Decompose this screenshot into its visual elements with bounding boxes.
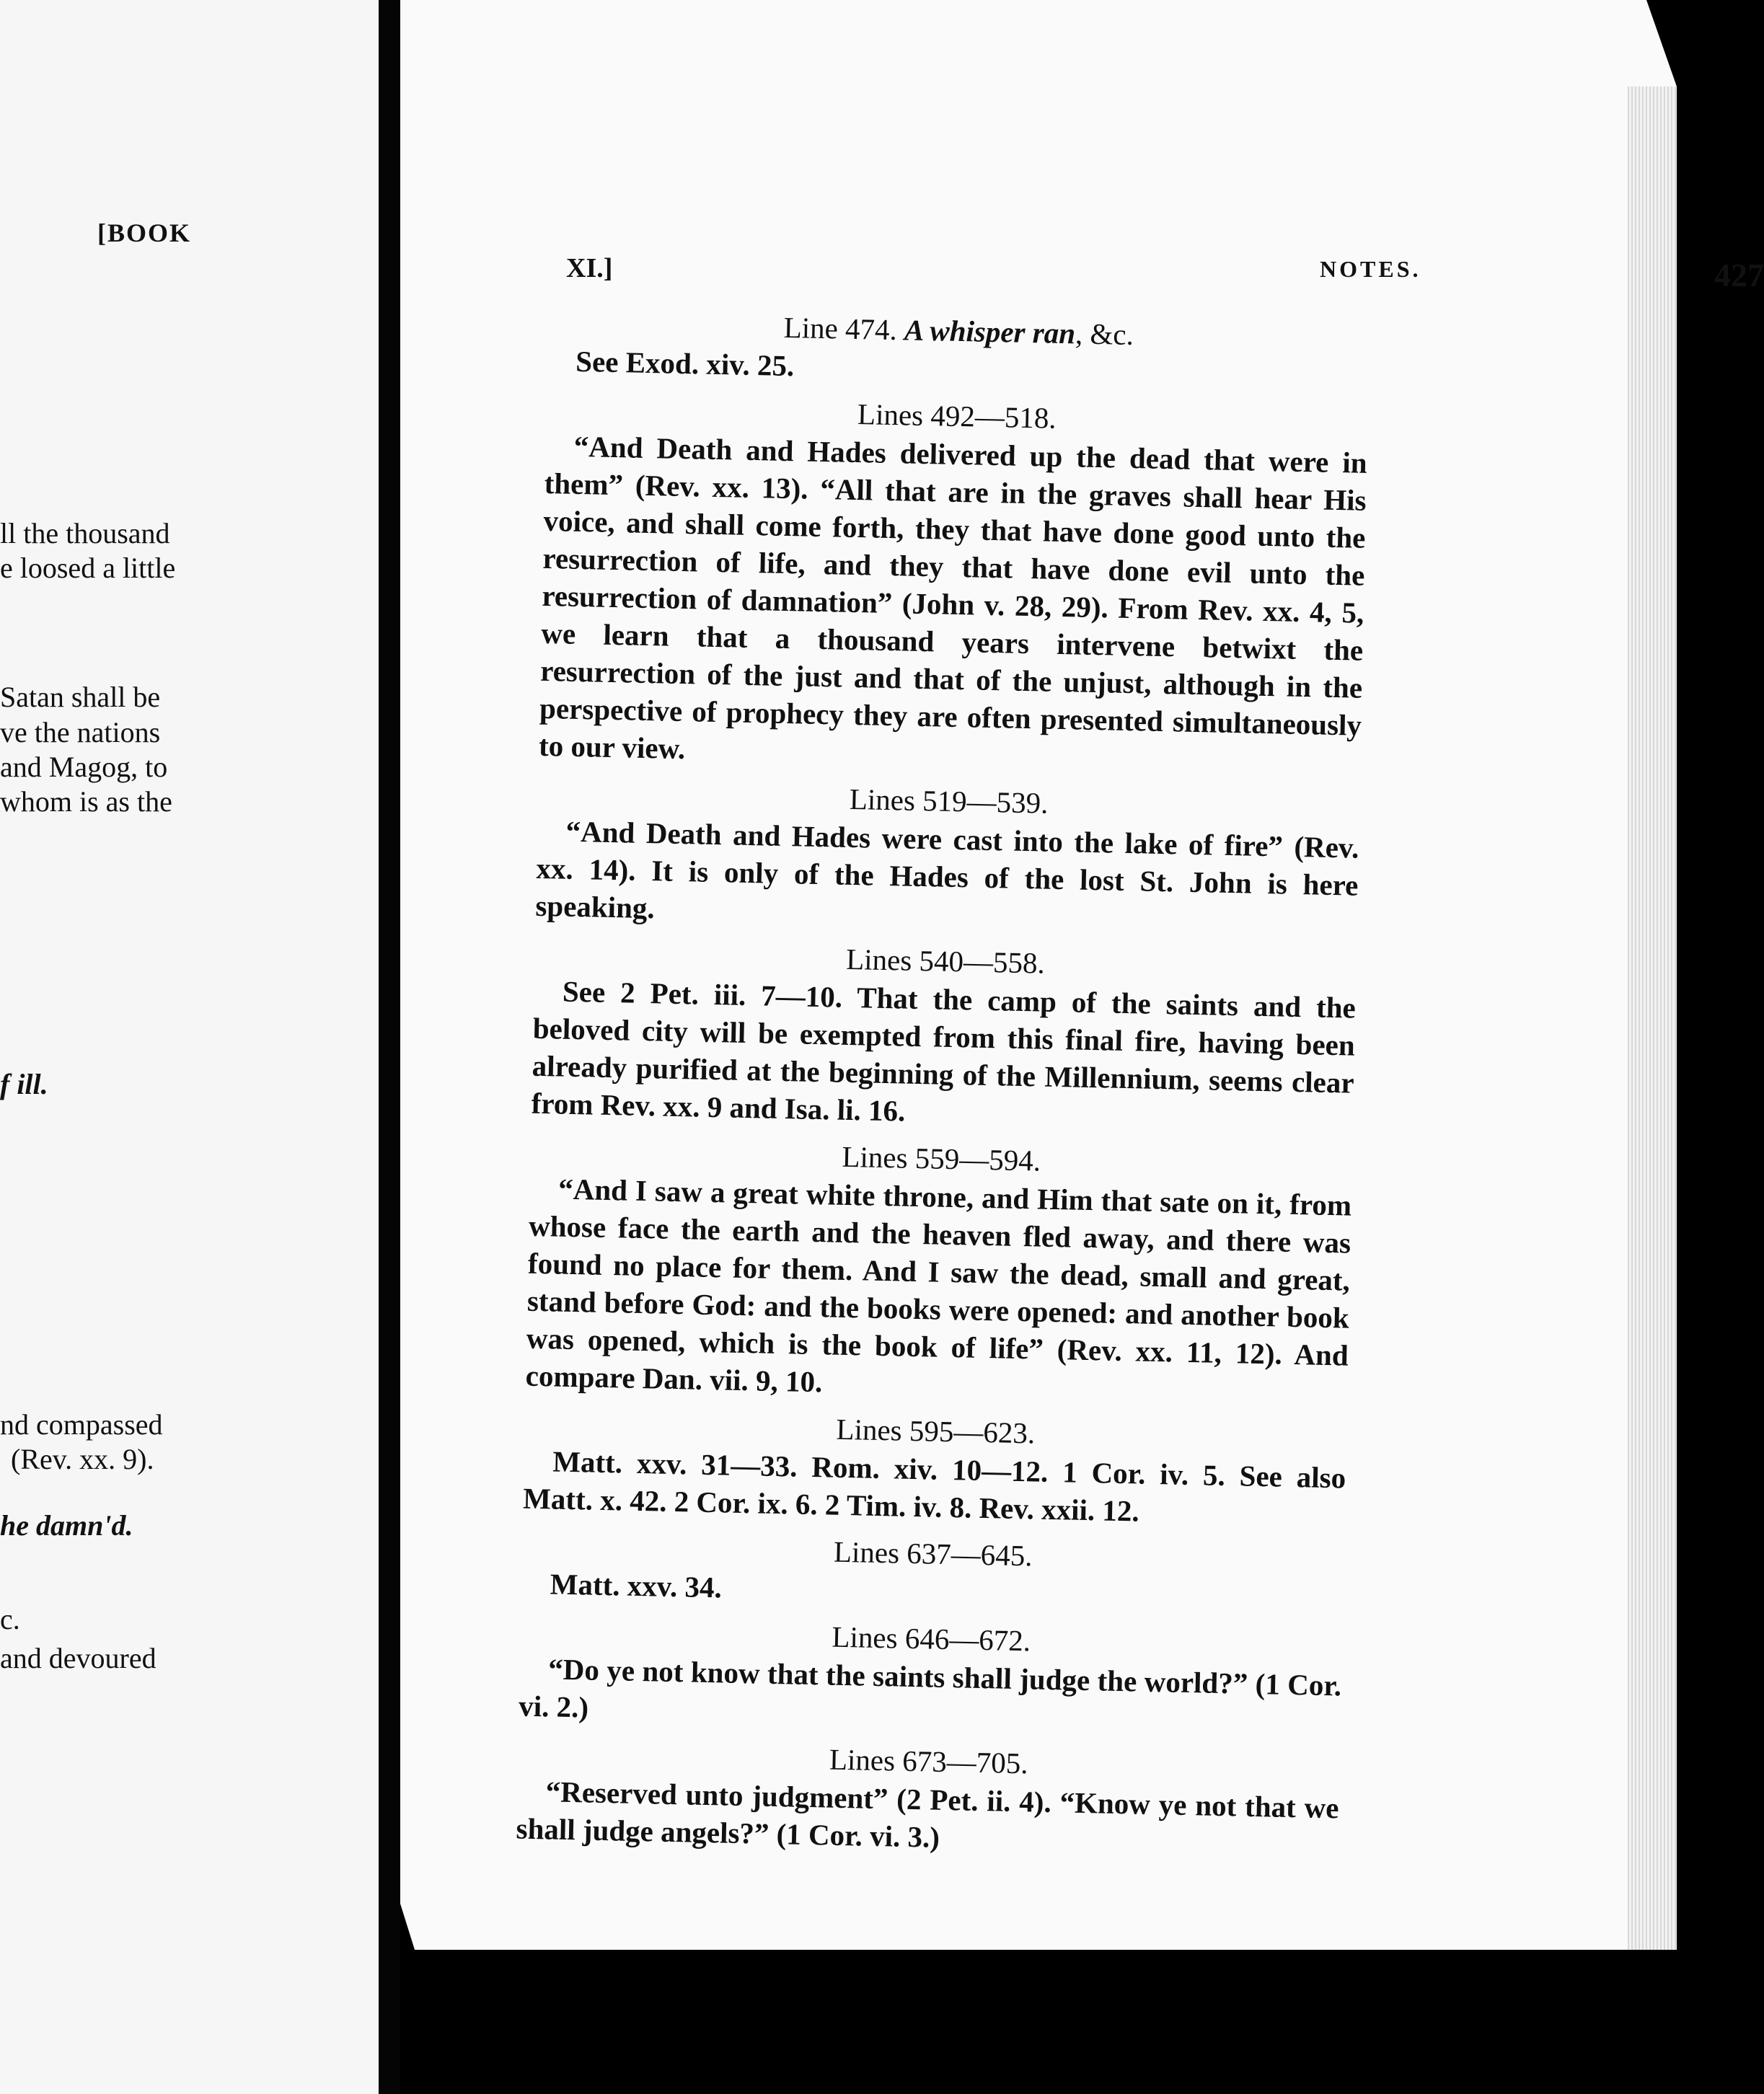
note xyxy=(523,1403,1347,1534)
page-edges xyxy=(1628,87,1677,1950)
note-text: “And I saw a great white throne, and Him that sate on it, from whose face the earth and the heaven fled away, and there was found no place for them. And I saw the dead, small and great, stand before God: and the books were opened: and another book was opened, which is the book of life” (Rev. xx. 11, 12). And compare Dan. vii. 9, 10. xyxy=(525,1172,1352,1399)
note xyxy=(547,303,1370,397)
note-text: Matt. xxv. 34. xyxy=(550,1567,723,1604)
left-fragment: e loosed a little xyxy=(0,552,176,584)
left-fragment: Satan shall be xyxy=(0,681,161,713)
note-heading-suffix: , &c. xyxy=(1075,317,1134,352)
left-page xyxy=(0,0,379,2094)
note-heading: Lines 492—518. xyxy=(857,397,1057,435)
left-running-head: [BOOK xyxy=(97,218,192,247)
note-heading: Lines 595—623. xyxy=(836,1412,1036,1450)
left-fragment: c. xyxy=(0,1603,20,1635)
note-heading: Lines 637—645. xyxy=(833,1534,1033,1573)
left-fragment: nd compassed xyxy=(0,1408,163,1441)
note xyxy=(535,773,1360,942)
note-text: Matt. xxv. 31—33. Rom. xiv. 10—12. 1 Cor. iv. 5. See also Matt. x. 42. 2 Cor. ix. 6. 2 Tim. iv. 8. Rev. xxii. 12. xyxy=(522,1444,1346,1528)
note xyxy=(531,933,1357,1139)
left-fragment: (Rev. xx. 9). xyxy=(11,1443,154,1475)
note-text: “And Death and Hades delivered up the dead that were in them” (Rev. xx. 13). “All that are in the graves shall hear His voice, and shall come forth, they that have done good unto the resurrection of life, and they that have done evil unto the resurrection of damnation” (John v. 28, 29). From Rev. xx. 4, 5, we learn that a thousand years intervene betwixt the resurrection of the just and that of the unjust, although in the perspective of prophecy they are often presented simultaneously to our view. xyxy=(538,429,1368,766)
note xyxy=(539,388,1369,782)
note-heading-quote: A whisper ran xyxy=(904,313,1076,350)
left-fragment: ll the thousand xyxy=(0,517,170,549)
note-heading: Lines 559—594. xyxy=(842,1139,1041,1178)
running-head-book: XI.] xyxy=(566,253,613,283)
left-fragment: and Magog, to xyxy=(0,751,168,783)
note-heading: Lines 646—672. xyxy=(832,1620,1031,1658)
note xyxy=(525,1131,1352,1412)
note xyxy=(516,1733,1340,1865)
note-text: See Exod. xiv. 25. xyxy=(575,344,795,383)
note-text: “And Death and Hades were cast into the lake of fire” (Rev. xx. 14). It is only of the Hades of the lost St. John is here speaking. xyxy=(535,814,1359,925)
left-fragment: he damn'd. xyxy=(0,1509,133,1542)
left-fragment: and devoured xyxy=(0,1642,156,1674)
note xyxy=(519,1611,1343,1742)
book-gutter xyxy=(379,0,400,2094)
note-heading: Lines 673—705. xyxy=(829,1742,1029,1780)
note-text: “Do ye not know that the saints shall judge the world?” (1 Cor. vi. 2.) xyxy=(518,1652,1342,1724)
left-fragment: whom is as the xyxy=(0,785,172,818)
notes-body xyxy=(516,303,1370,1873)
left-fragment: f ill. xyxy=(0,1068,48,1100)
note-heading-prefix: Line 474. xyxy=(783,310,898,347)
note-heading: Lines 540—558. xyxy=(845,942,1046,980)
left-fragment: ve the nations xyxy=(0,716,161,748)
page-number: 427 xyxy=(1714,257,1764,293)
note-heading: Lines 519—539. xyxy=(849,782,1049,820)
running-head-title: NOTES. xyxy=(1320,256,1421,282)
note xyxy=(521,1526,1344,1620)
note-text: “Reserved unto judgment” (2 Pet. ii. 4). “Know ye not that we shall judge angels?” (1 Cor. vi. 3.) xyxy=(516,1775,1340,1854)
note-text: See 2 Pet. iii. 7—10. That the camp of the saints and the beloved city will be exempted from this final fire, having been already purified at the beginning of the Millennium, seems clear from Rev. xx. 9 and Isa. li. 16. xyxy=(531,974,1357,1128)
